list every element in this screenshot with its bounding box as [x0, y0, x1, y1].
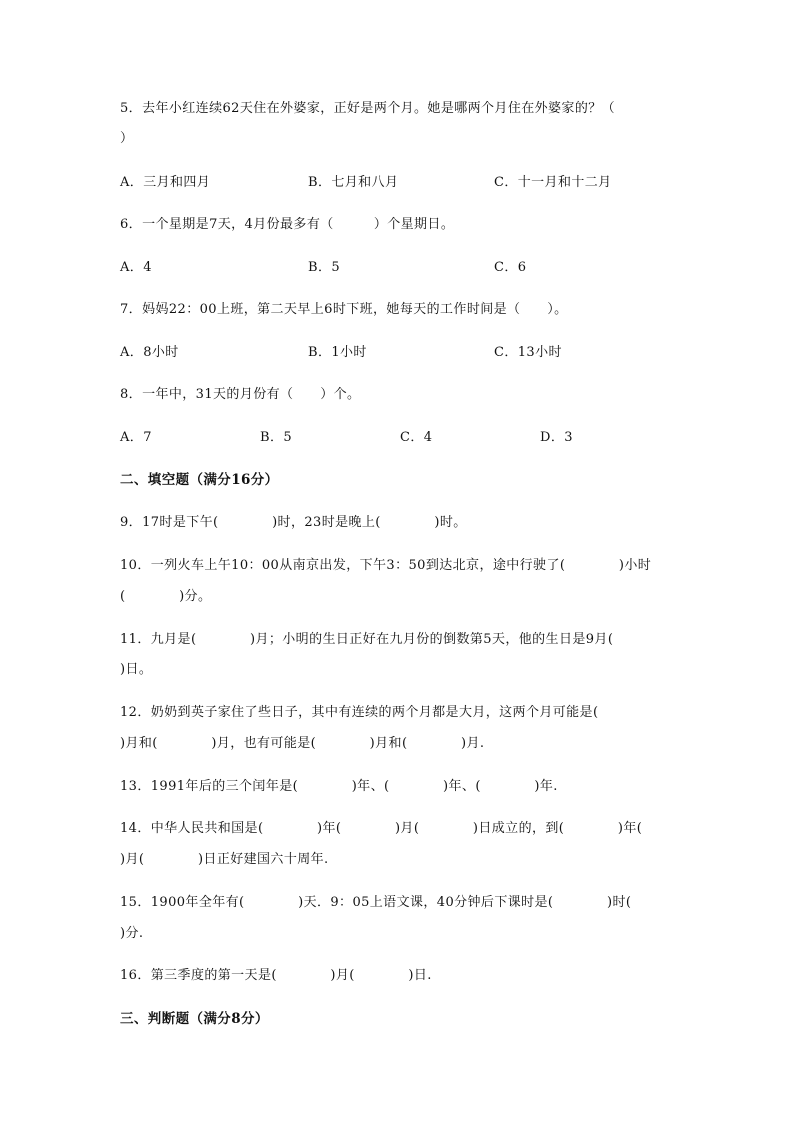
q7-option-c: C．13小时 [494, 345, 562, 360]
question-15-text-cont: )分. [120, 926, 144, 941]
q5-option-a: A．三月和四月 [120, 175, 211, 190]
question-7-text: 7．妈妈22：00上班，第二天早上6时下班，她每天的工作时间是（ ）。 [120, 302, 568, 317]
section-3-heading: 三、判断题（满分8分） [120, 1011, 269, 1027]
question-10-text-cont: ( )分。 [120, 589, 212, 604]
question-6-text: 6．一个星期是7天，4月份最多有（ ）个星期日。 [120, 217, 455, 232]
q5-option-c: C．十一月和十二月 [494, 175, 612, 190]
q6-option-c: C．6 [494, 260, 527, 275]
q8-option-d: D．3 [540, 430, 573, 445]
question-11-text-cont: )日。 [120, 662, 153, 677]
question-9-text: 9．17时是下午( )时，23时是晚上( )时。 [120, 515, 467, 530]
section-2-heading: 二、填空题（满分16分） [120, 472, 279, 488]
question-13-text: 13．1991年后的三个闰年是( )年、( )年、( )年. [120, 779, 558, 794]
question-15-text: 15．1900年全年有( )天．9：05上语文课，40分钟后下课时是( )时( [120, 895, 632, 910]
q6-option-b: B．5 [308, 260, 341, 275]
question-8-text: 8．一年中，31天的月份有（ ）个。 [120, 387, 361, 402]
question-14-text: 14．中华人民共和国是( )年( )月( )日成立的，到( )年( [120, 821, 643, 836]
q8-option-a: A．7 [120, 430, 152, 445]
question-16-text: 16．第三季度的第一天是( )月( )日. [120, 968, 432, 983]
question-11-text: 11．九月是( )月；小明的生日正好在九月份的倒数第5天，他的生日是9月( [120, 632, 614, 647]
q8-option-b: B．5 [260, 430, 293, 445]
q7-option-b: B．1小时 [308, 345, 367, 360]
q6-option-a: A．4 [120, 260, 152, 275]
question-14-text-cont: )月( )日正好建国六十周年. [120, 852, 329, 867]
q7-option-a: A．8小时 [120, 345, 179, 360]
question-5-text: 5．去年小红连续62天住在外婆家，正好是两个月。她是哪两个月住在外婆家的？（ [120, 101, 616, 116]
q8-option-c: C．4 [400, 430, 433, 445]
question-10-text: 10．一列火车上午10：00从南京出发，下午3：50到达北京，途中行驶了( )小时 [120, 558, 652, 573]
question-12-text: 12．奶奶到英子家住了些日子，其中有连续的两个月都是大月，这两个月可能是( [120, 705, 599, 720]
question-5-text-cont: ） [120, 131, 134, 146]
q5-option-b: B．七月和八月 [308, 175, 399, 190]
question-12-text-cont: )月和( )月，也有可能是( )月和( )月. [120, 736, 485, 751]
